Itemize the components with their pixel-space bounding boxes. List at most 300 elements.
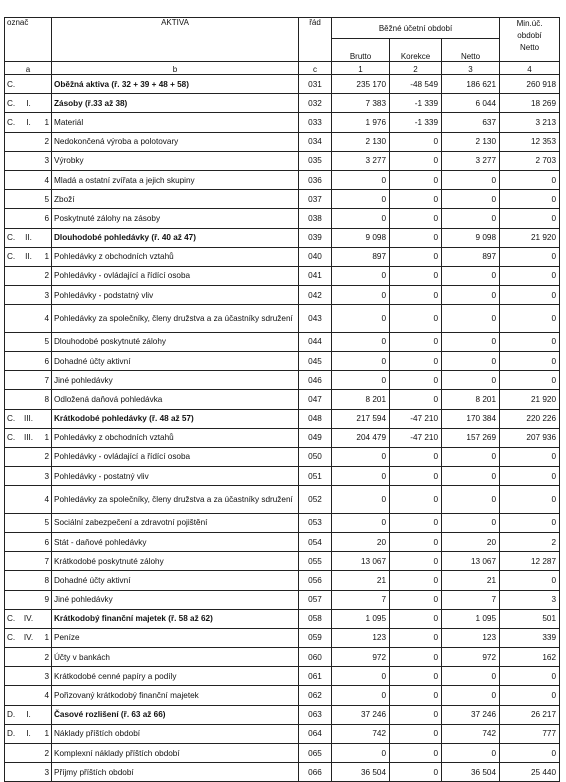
brutto-value: 3 277 xyxy=(332,151,390,170)
korekce-value: 0 xyxy=(390,286,442,305)
brutto-value: 8 201 xyxy=(332,390,390,409)
mark-letter xyxy=(5,648,20,667)
mark-number: 8 xyxy=(38,571,52,590)
prior-netto-value: 0 xyxy=(500,447,560,466)
mark-number: 9 xyxy=(38,590,52,609)
mark-letter: C. xyxy=(5,247,20,266)
mark-roman: IV. xyxy=(20,628,38,647)
prior-netto-value: 0 xyxy=(500,209,560,228)
mark-roman xyxy=(20,686,38,705)
brutto-value: 0 xyxy=(332,286,390,305)
mark-letter: D. xyxy=(5,724,20,743)
brutto-value: 36 504 xyxy=(332,763,390,782)
mark-letter: C. xyxy=(5,228,20,247)
brutto-value: 123 xyxy=(332,628,390,647)
netto-value: 0 xyxy=(442,513,500,532)
mark-number: 5 xyxy=(38,513,52,532)
prior-netto-value: 0 xyxy=(500,571,560,590)
mark-letter xyxy=(5,190,20,209)
korekce-value: 0 xyxy=(390,332,442,351)
netto-value: 0 xyxy=(442,332,500,351)
mark-number xyxy=(38,409,52,428)
table-row xyxy=(5,590,560,609)
prior-netto-value: 501 xyxy=(500,609,560,628)
korekce-value: 0 xyxy=(390,667,442,686)
brutto-value: 0 xyxy=(332,486,390,514)
netto-value: 637 xyxy=(442,113,500,132)
korekce-value: 0 xyxy=(390,305,442,333)
korekce-value: 0 xyxy=(390,151,442,170)
mark-roman xyxy=(20,305,38,333)
mark-number: 7 xyxy=(38,552,52,571)
brutto-value: 0 xyxy=(332,447,390,466)
korekce-value: 0 xyxy=(390,513,442,532)
item-label: Dlouhodobé poskytnuté zálohy xyxy=(52,332,299,351)
mark-number: 1 xyxy=(38,247,52,266)
mark-letter xyxy=(5,763,20,782)
item-label: Oběžná aktiva (ř. 32 + 39 + 48 + 58) xyxy=(52,75,299,94)
mark-number: 1 xyxy=(38,628,52,647)
table-row xyxy=(5,467,560,486)
item-label: Mladá a ostatní zvířata a jejich skupiny xyxy=(52,170,299,189)
mark-letter xyxy=(5,286,20,305)
prior-netto-value: 21 920 xyxy=(500,228,560,247)
table-row xyxy=(5,305,560,333)
netto-value: 0 xyxy=(442,209,500,228)
item-label: Zboží xyxy=(52,190,299,209)
mark-roman xyxy=(20,286,38,305)
header-period: Běžné účetní období xyxy=(332,18,500,39)
prior-netto-value: 0 xyxy=(500,744,560,763)
table-row xyxy=(5,571,560,590)
row-number: 049 xyxy=(299,428,332,447)
mark-roman: I. xyxy=(20,113,38,132)
prior-netto-value: 0 xyxy=(500,513,560,532)
table-row xyxy=(5,428,560,447)
assets-table xyxy=(4,17,560,782)
header-index-b: b xyxy=(52,62,299,75)
mark-roman: I. xyxy=(20,705,38,724)
netto-value: 0 xyxy=(442,447,500,466)
netto-value: 8 201 xyxy=(442,390,500,409)
mark-letter: C. xyxy=(5,628,20,647)
mark-letter xyxy=(5,132,20,151)
prior-netto-value: 12 353 xyxy=(500,132,560,151)
table-row xyxy=(5,209,560,228)
prior-netto-value: 0 xyxy=(500,286,560,305)
item-label: Pořizovaný krátkodobý finanční majetek xyxy=(52,686,299,705)
item-label: Pohledávky - postatný vliv xyxy=(52,467,299,486)
korekce-value: 0 xyxy=(390,266,442,285)
mark-letter xyxy=(5,447,20,466)
netto-value: 21 xyxy=(442,571,500,590)
prior-netto-value: 26 217 xyxy=(500,705,560,724)
mark-number: 4 xyxy=(38,486,52,514)
korekce-value: 0 xyxy=(390,247,442,266)
mark-letter: D. xyxy=(5,705,20,724)
table-row xyxy=(5,170,560,189)
brutto-value: 204 479 xyxy=(332,428,390,447)
brutto-value: 0 xyxy=(332,266,390,285)
mark-roman xyxy=(20,486,38,514)
table-row xyxy=(5,609,560,628)
row-number: 052 xyxy=(299,486,332,514)
brutto-value: 1 976 xyxy=(332,113,390,132)
mark-roman xyxy=(20,763,38,782)
mark-number: 6 xyxy=(38,351,52,370)
mark-letter xyxy=(5,332,20,351)
mark-roman: I. xyxy=(20,724,38,743)
row-number: 036 xyxy=(299,170,332,189)
row-number: 042 xyxy=(299,286,332,305)
table-row xyxy=(5,648,560,667)
item-label: Poskytnuté zálohy na zásoby xyxy=(52,209,299,228)
item-label: Pohledávky - podstatný vliv xyxy=(52,286,299,305)
netto-value: 1 095 xyxy=(442,609,500,628)
mark-roman: II. xyxy=(20,247,38,266)
mark-number xyxy=(38,94,52,113)
prior-netto-value: 207 936 xyxy=(500,428,560,447)
korekce-value: 0 xyxy=(390,390,442,409)
table-row xyxy=(5,409,560,428)
mark-letter xyxy=(5,371,20,390)
mark-letter xyxy=(5,590,20,609)
mark-number: 6 xyxy=(38,532,52,551)
table-row xyxy=(5,532,560,551)
mark-letter xyxy=(5,744,20,763)
item-label: Materiál xyxy=(52,113,299,132)
brutto-value: 2 130 xyxy=(332,132,390,151)
mark-letter xyxy=(5,513,20,532)
mark-number: 2 xyxy=(38,447,52,466)
brutto-value: 0 xyxy=(332,209,390,228)
row-number: 048 xyxy=(299,409,332,428)
row-number: 058 xyxy=(299,609,332,628)
mark-number: 2 xyxy=(38,132,52,151)
brutto-value: 0 xyxy=(332,371,390,390)
korekce-value: 0 xyxy=(390,447,442,466)
header-col-c: řád xyxy=(299,18,332,62)
mark-roman xyxy=(20,332,38,351)
header-korekce: Korekce xyxy=(390,39,442,62)
brutto-value: 217 594 xyxy=(332,409,390,428)
table-row xyxy=(5,266,560,285)
header-index-1: 1 xyxy=(332,62,390,75)
item-label: Dohadné účty aktivní xyxy=(52,351,299,370)
netto-value: 0 xyxy=(442,486,500,514)
table-row xyxy=(5,228,560,247)
mark-number: 8 xyxy=(38,390,52,409)
mark-letter xyxy=(5,151,20,170)
row-number: 034 xyxy=(299,132,332,151)
mark-roman xyxy=(20,447,38,466)
brutto-value: 37 246 xyxy=(332,705,390,724)
row-number: 051 xyxy=(299,467,332,486)
mark-roman xyxy=(20,170,38,189)
header-min-period xyxy=(500,18,560,62)
header-min-line2: období xyxy=(517,31,542,40)
mark-number: 7 xyxy=(38,371,52,390)
prior-netto-value: 0 xyxy=(500,305,560,333)
mark-number: 1 xyxy=(38,724,52,743)
netto-value: 0 xyxy=(442,667,500,686)
item-label: Pohledávky za společníky, členy družstva a za účastníky sdružení xyxy=(52,486,299,514)
row-number: 057 xyxy=(299,590,332,609)
mark-roman xyxy=(20,648,38,667)
row-number: 063 xyxy=(299,705,332,724)
row-number: 039 xyxy=(299,228,332,247)
row-number: 050 xyxy=(299,447,332,466)
row-number: 045 xyxy=(299,351,332,370)
table-row xyxy=(5,351,560,370)
table-row xyxy=(5,190,560,209)
mark-roman xyxy=(20,390,38,409)
brutto-value: 0 xyxy=(332,686,390,705)
mark-number: 1 xyxy=(38,113,52,132)
korekce-value: 0 xyxy=(390,686,442,705)
netto-value: 0 xyxy=(442,170,500,189)
mark-number: 2 xyxy=(38,648,52,667)
row-number: 043 xyxy=(299,305,332,333)
table-row xyxy=(5,94,560,113)
mark-letter xyxy=(5,266,20,285)
prior-netto-value: 0 xyxy=(500,667,560,686)
mark-roman: II. xyxy=(20,228,38,247)
item-label: Odložená daňová pohledávka xyxy=(52,390,299,409)
korekce-value: 0 xyxy=(390,552,442,571)
header-netto: Netto xyxy=(442,39,500,62)
prior-netto-value: 162 xyxy=(500,648,560,667)
header-row xyxy=(5,18,560,39)
korekce-value: -48 549 xyxy=(390,75,442,94)
row-number: 055 xyxy=(299,552,332,571)
row-number: 060 xyxy=(299,648,332,667)
mark-roman xyxy=(20,75,38,94)
mark-letter xyxy=(5,532,20,551)
mark-letter xyxy=(5,209,20,228)
prior-netto-value: 3 213 xyxy=(500,113,560,132)
brutto-value: 9 098 xyxy=(332,228,390,247)
mark-roman xyxy=(20,266,38,285)
prior-netto-value: 0 xyxy=(500,486,560,514)
prior-netto-value: 0 xyxy=(500,371,560,390)
table-row xyxy=(5,552,560,571)
item-label: Komplexní náklady příštích období xyxy=(52,744,299,763)
korekce-value: 0 xyxy=(390,763,442,782)
korekce-value: -47 210 xyxy=(390,409,442,428)
korekce-value: 0 xyxy=(390,190,442,209)
brutto-value: 0 xyxy=(332,190,390,209)
item-label: Krátkodobé pohledávky (ř. 48 až 57) xyxy=(52,409,299,428)
brutto-value: 20 xyxy=(332,532,390,551)
mark-number xyxy=(38,75,52,94)
korekce-value: 0 xyxy=(390,132,442,151)
table-row xyxy=(5,628,560,647)
brutto-value: 13 067 xyxy=(332,552,390,571)
korekce-value: -1 339 xyxy=(390,113,442,132)
korekce-value: 0 xyxy=(390,590,442,609)
mark-letter xyxy=(5,552,20,571)
item-label: Krátkodobý finanční majetek (ř. 58 až 62) xyxy=(52,609,299,628)
netto-value: 37 246 xyxy=(442,705,500,724)
netto-value: 2 130 xyxy=(442,132,500,151)
mark-roman: I. xyxy=(20,94,38,113)
header-min-line3: Netto xyxy=(519,43,540,52)
prior-netto-value: 25 440 xyxy=(500,763,560,782)
mark-letter: C. xyxy=(5,409,20,428)
mark-roman xyxy=(20,371,38,390)
mark-number: 2 xyxy=(38,744,52,763)
row-number: 061 xyxy=(299,667,332,686)
brutto-value: 7 xyxy=(332,590,390,609)
item-label: Sociální zabezpečení a zdravotní pojištění xyxy=(52,513,299,532)
prior-netto-value: 18 269 xyxy=(500,94,560,113)
mark-roman xyxy=(20,571,38,590)
item-label: Pohledávky za společníky, členy družstva a za účastníky sdružení xyxy=(52,305,299,333)
item-label: Zásoby (ř.33 až 38) xyxy=(52,94,299,113)
item-label: Stát - daňové pohledávky xyxy=(52,532,299,551)
korekce-value: 0 xyxy=(390,351,442,370)
prior-netto-value: 0 xyxy=(500,190,560,209)
prior-netto-value: 0 xyxy=(500,467,560,486)
prior-netto-value: 0 xyxy=(500,266,560,285)
prior-netto-value: 2 703 xyxy=(500,151,560,170)
item-label: Časové rozlišení (ř. 63 až 66) xyxy=(52,705,299,724)
korekce-value: 0 xyxy=(390,371,442,390)
item-label: Dlouhodobé pohledávky (ř. 40 až 47) xyxy=(52,228,299,247)
row-number: 038 xyxy=(299,209,332,228)
prior-netto-value: 339 xyxy=(500,628,560,647)
prior-netto-value: 260 918 xyxy=(500,75,560,94)
mark-number: 3 xyxy=(38,151,52,170)
netto-value: 0 xyxy=(442,686,500,705)
mark-letter xyxy=(5,467,20,486)
table-row xyxy=(5,686,560,705)
netto-value: 0 xyxy=(442,744,500,763)
korekce-value: 0 xyxy=(390,724,442,743)
korekce-value: -47 210 xyxy=(390,428,442,447)
table-row xyxy=(5,486,560,514)
brutto-value: 897 xyxy=(332,247,390,266)
mark-roman xyxy=(20,351,38,370)
prior-netto-value: 0 xyxy=(500,332,560,351)
table-row xyxy=(5,332,560,351)
netto-value: 36 504 xyxy=(442,763,500,782)
mark-number: 5 xyxy=(38,190,52,209)
item-label: Krátkodobé cenné papíry a podíly xyxy=(52,667,299,686)
netto-value: 0 xyxy=(442,266,500,285)
mark-letter xyxy=(5,486,20,514)
korekce-value: 0 xyxy=(390,609,442,628)
mark-letter: C. xyxy=(5,609,20,628)
netto-value: 186 621 xyxy=(442,75,500,94)
netto-value: 7 xyxy=(442,590,500,609)
prior-netto-value: 0 xyxy=(500,170,560,189)
netto-value: 170 384 xyxy=(442,409,500,428)
korekce-value: 0 xyxy=(390,209,442,228)
header-index-2: 2 xyxy=(390,62,442,75)
prior-netto-value: 3 xyxy=(500,590,560,609)
row-number: 032 xyxy=(299,94,332,113)
item-label: Příjmy příštích období xyxy=(52,763,299,782)
row-number: 040 xyxy=(299,247,332,266)
row-number: 041 xyxy=(299,266,332,285)
prior-netto-value: 0 xyxy=(500,686,560,705)
korekce-value: 0 xyxy=(390,705,442,724)
mark-number xyxy=(38,228,52,247)
header-index-row xyxy=(5,62,560,75)
item-label: Krátkodobé poskytnuté zálohy xyxy=(52,552,299,571)
brutto-value: 1 095 xyxy=(332,609,390,628)
mark-letter xyxy=(5,667,20,686)
table-row xyxy=(5,744,560,763)
row-number: 037 xyxy=(299,190,332,209)
mark-letter: C. xyxy=(5,94,20,113)
mark-number: 4 xyxy=(38,686,52,705)
header-index-3: 3 xyxy=(442,62,500,75)
mark-number: 4 xyxy=(38,170,52,189)
korekce-value: 0 xyxy=(390,532,442,551)
mark-roman xyxy=(20,667,38,686)
brutto-value: 7 383 xyxy=(332,94,390,113)
table-row xyxy=(5,113,560,132)
netto-value: 157 269 xyxy=(442,428,500,447)
mark-number xyxy=(38,609,52,628)
brutto-value: 0 xyxy=(332,351,390,370)
netto-value: 742 xyxy=(442,724,500,743)
mark-letter xyxy=(5,571,20,590)
table-row xyxy=(5,75,560,94)
brutto-value: 0 xyxy=(332,170,390,189)
mark-roman xyxy=(20,190,38,209)
mark-number: 5 xyxy=(38,332,52,351)
brutto-value: 972 xyxy=(332,648,390,667)
mark-letter xyxy=(5,686,20,705)
mark-letter xyxy=(5,351,20,370)
mark-number: 6 xyxy=(38,209,52,228)
table-row xyxy=(5,763,560,782)
netto-value: 0 xyxy=(442,305,500,333)
item-label: Jiné pohledávky xyxy=(52,590,299,609)
table-row xyxy=(5,705,560,724)
item-label: Peníze xyxy=(52,628,299,647)
mark-number: 1 xyxy=(38,428,52,447)
brutto-value: 0 xyxy=(332,305,390,333)
table-row xyxy=(5,513,560,532)
korekce-value: 0 xyxy=(390,571,442,590)
netto-value: 0 xyxy=(442,190,500,209)
netto-value: 9 098 xyxy=(442,228,500,247)
netto-value: 0 xyxy=(442,467,500,486)
mark-number: 2 xyxy=(38,266,52,285)
korekce-value: 0 xyxy=(390,228,442,247)
prior-netto-value: 220 226 xyxy=(500,409,560,428)
mark-roman xyxy=(20,590,38,609)
mark-roman xyxy=(20,209,38,228)
mark-letter: C. xyxy=(5,113,20,132)
mark-number xyxy=(38,705,52,724)
balance-sheet-assets-table xyxy=(4,17,559,782)
item-label: Účty v bankách xyxy=(52,648,299,667)
netto-value: 20 xyxy=(442,532,500,551)
header-col-a: označ xyxy=(5,18,52,62)
brutto-value: 0 xyxy=(332,667,390,686)
mark-number: 3 xyxy=(38,467,52,486)
netto-value: 123 xyxy=(442,628,500,647)
row-number: 031 xyxy=(299,75,332,94)
table-row xyxy=(5,724,560,743)
row-number: 065 xyxy=(299,744,332,763)
